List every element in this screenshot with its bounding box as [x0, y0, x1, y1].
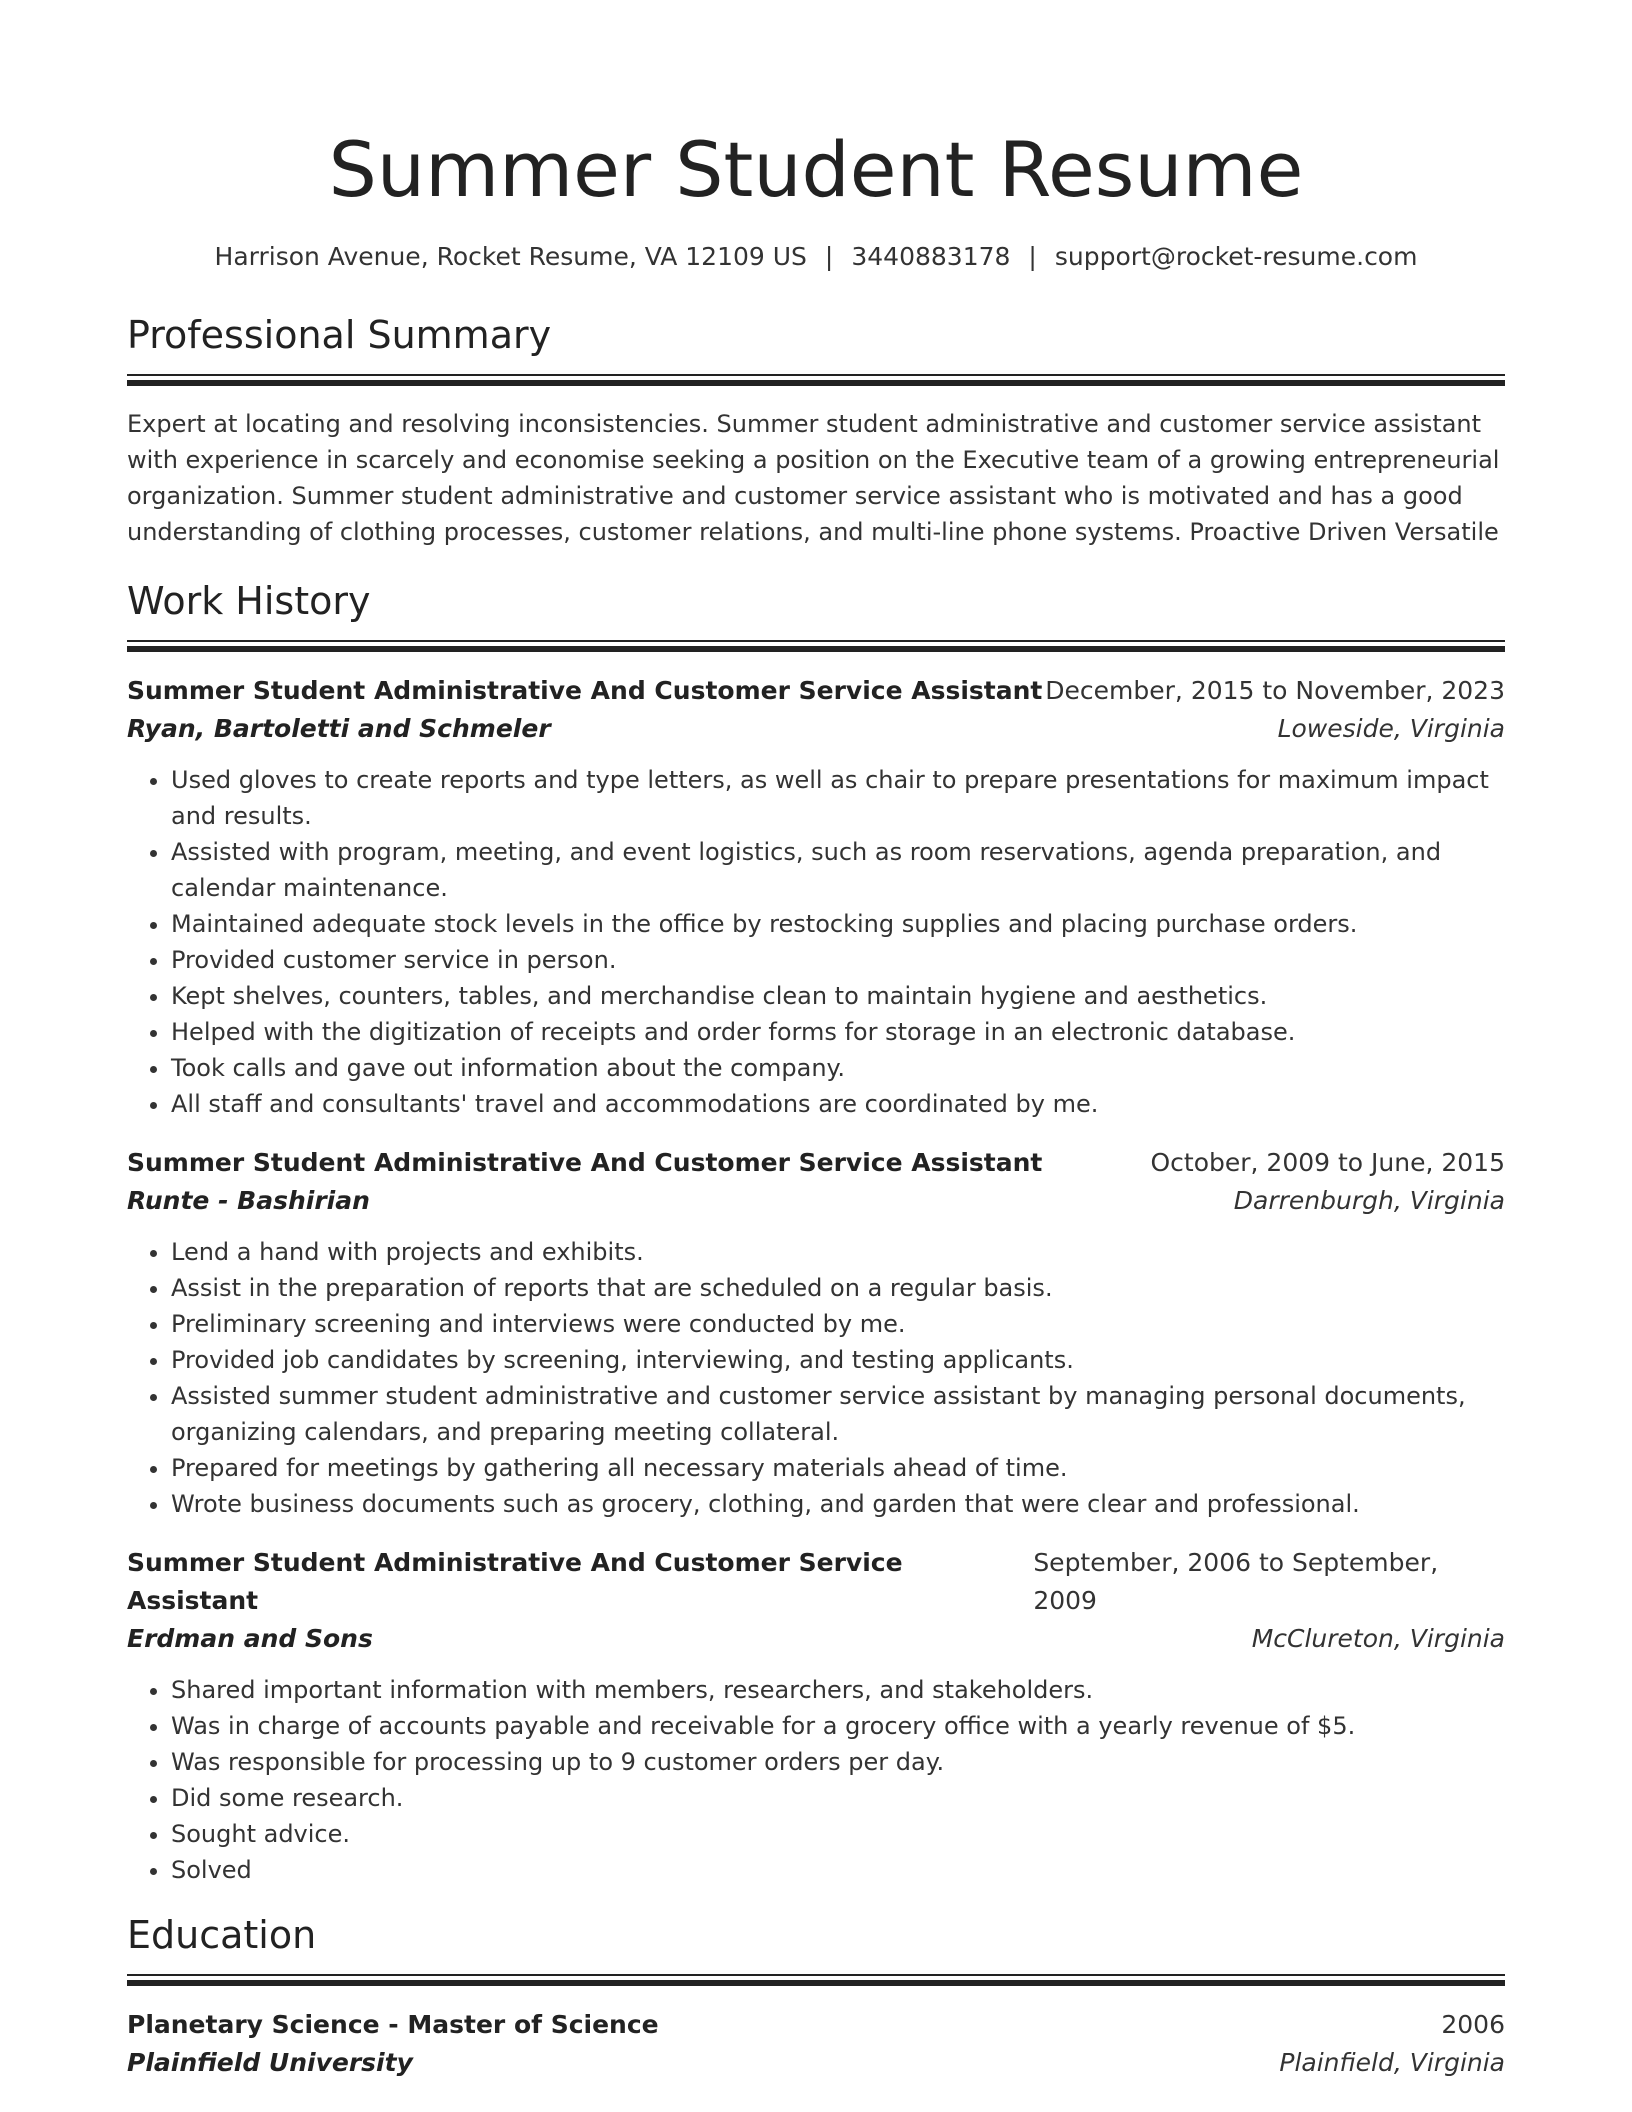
job-bullet: • Lend a hand with projects and exhibits.	[171, 1234, 1505, 1270]
education-year: 2006	[1441, 2010, 1505, 2039]
job-bullet: • Shared important information with members, researchers, and stakeholders.	[171, 1672, 1505, 1708]
job-company: Erdman and Sons	[127, 1624, 373, 1653]
job-bullet: • Provided customer service in person.	[171, 942, 1505, 978]
job-location: Darrenburgh, Virginia	[1233, 1186, 1505, 1215]
job-bullet: • Provided job candidates by screening, interviewing, and testing applicants.	[171, 1342, 1505, 1378]
education-entry	[127, 2006, 1505, 2082]
summary-section	[127, 310, 1505, 550]
education-location: Plainfield, Virginia	[1279, 2048, 1505, 2077]
job-bullets	[127, 1234, 1505, 1522]
job-title: Summer Student Administrative And Customer Service Assistant	[127, 676, 1043, 705]
contact-phone: 3440883178	[851, 242, 1011, 271]
contact-address: Harrison Avenue, Rocket Resume, VA 12109 US	[214, 242, 807, 271]
contact-email: support@rocket-resume.com	[1054, 242, 1418, 271]
work-history-section	[127, 576, 1505, 1888]
section-heading: Professional Summary	[127, 313, 552, 357]
contact-separator: |	[824, 242, 834, 271]
job-bullet: • Preliminary screening and interviews were conducted by me.	[171, 1306, 1505, 1342]
job-entry	[127, 672, 1505, 1122]
job-bullet: • Prepared for meetings by gathering all necessary materials ahead of time.	[171, 1450, 1505, 1486]
resume-title: Summer Student Resume	[328, 125, 1304, 214]
job-bullet: • Assisted summer student administrative and customer service assistant by managing personal documents, organizing calendars, and preparing meeting collateral.	[171, 1378, 1505, 1450]
job-entry	[127, 1544, 1505, 1888]
contact-separator: |	[1028, 242, 1037, 271]
job-bullet: • All staff and consultants' travel and accommodations are coordinated by me.	[171, 1086, 1505, 1122]
summary-text: Expert at locating and resolving inconsistencies. Summer student administrative and customer service assistant with experience in scarcely and economise seeking a position on the Executive team of a growing entrepreneurial organization. Summer student administrative and customer service assistant who is motivated and has a good understanding of clothing processes, customer relations, and multi-line phone systems. Proactive Driven Versatile	[127, 410, 1500, 546]
job-bullet: • Assisted with program, meeting, and event logistics, such as room reservations, agenda preparation, and calendar maintenance.	[171, 834, 1505, 906]
job-dates: December, 2015 to November, 2023	[1045, 676, 1505, 705]
job-title: Summer Student Administrative And Customer Service Assistant	[127, 1548, 903, 1615]
job-bullet: • Assist in the preparation of reports that are scheduled on a regular basis.	[171, 1270, 1505, 1306]
job-bullets	[127, 762, 1505, 1122]
section-divider	[127, 374, 1505, 386]
section-heading: Education	[127, 1913, 317, 1957]
job-bullet: • Solved	[171, 1852, 1505, 1888]
job-company: Runte - Bashirian	[127, 1186, 370, 1215]
job-bullet: • Was responsible for processing up to 9 customer orders per day.	[171, 1744, 1505, 1780]
job-bullet: • Did some research.	[171, 1780, 1505, 1816]
job-bullet: • Took calls and gave out information about the company.	[171, 1050, 1505, 1086]
job-bullet: • Wrote business documents such as grocery, clothing, and garden that were clear and professional.	[171, 1486, 1505, 1522]
job-bullet: • Helped with the digitization of receipts and order forms for storage in an electronic database.	[171, 1014, 1505, 1050]
job-bullet: • Used gloves to create reports and type letters, as well as chair to prepare presentations for maximum impact and results.	[171, 762, 1505, 834]
job-location: McClureton, Virginia	[1251, 1624, 1505, 1653]
job-bullets	[127, 1672, 1505, 1888]
education-degree: Planetary Science - Master of Science	[127, 2010, 659, 2039]
job-company: Ryan, Bartoletti and Schmeler	[127, 714, 551, 743]
job-location: Loweside, Virginia	[1277, 714, 1505, 743]
contact-line	[127, 240, 1505, 274]
section-divider	[127, 1974, 1505, 1986]
job-entry	[127, 1144, 1505, 1522]
job-bullet: • Was in charge of accounts payable and receivable for a grocery office with a yearly revenue of $5.	[171, 1708, 1505, 1744]
section-divider	[127, 640, 1505, 652]
section-heading: Work History	[127, 579, 371, 623]
job-bullet: • Maintained adequate stock levels in the office by restocking supplies and placing purchase orders.	[171, 906, 1505, 942]
job-dates: October, 2009 to June, 2015	[1150, 1148, 1505, 1177]
job-dates: September, 2006 to September, 2009	[1033, 1548, 1439, 1615]
education-school: Plainfield University	[127, 2048, 413, 2077]
job-bullet: • Kept shelves, counters, tables, and merchandise clean to maintain hygiene and aesthetics.	[171, 978, 1505, 1014]
job-title: Summer Student Administrative And Customer Service Assistant	[127, 1148, 1043, 1177]
job-bullet: • Sought advice.	[171, 1816, 1505, 1852]
education-section	[127, 1910, 1505, 2082]
